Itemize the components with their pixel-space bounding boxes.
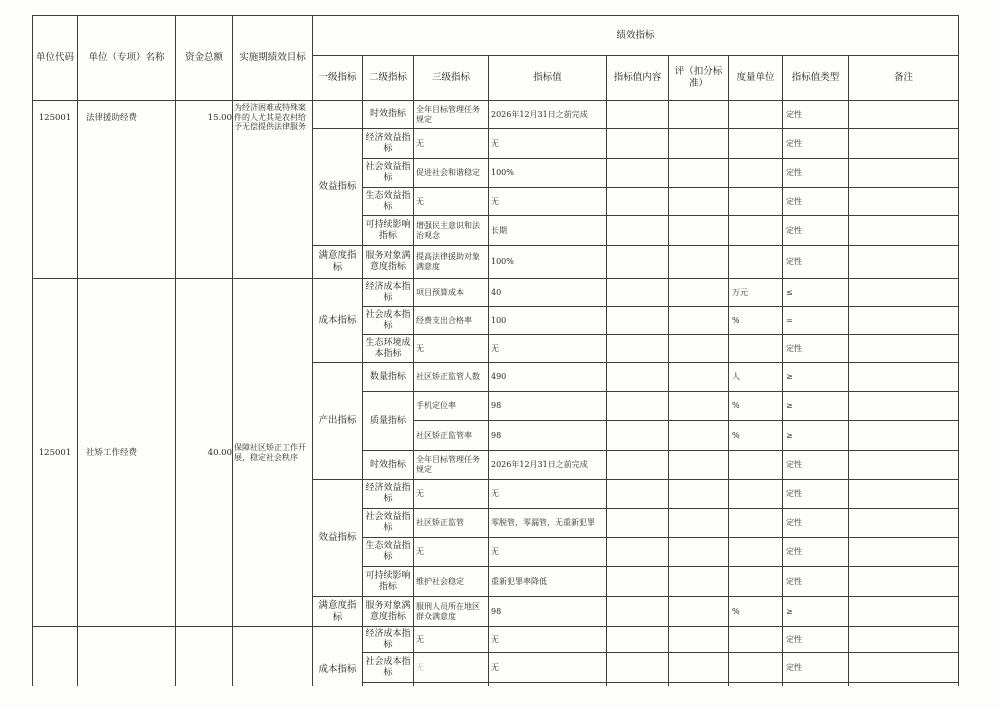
value-type-cell: 定性 bbox=[783, 216, 849, 246]
unit-code-cell: 125001 bbox=[33, 101, 78, 279]
level1-cell: 产出指标 bbox=[313, 363, 363, 480]
level3-cell: 增强民主意识和法治观念 bbox=[414, 216, 489, 246]
remarks-cell bbox=[849, 653, 959, 683]
value-content-cell bbox=[607, 246, 669, 279]
value-type-cell: ≥ bbox=[783, 363, 849, 392]
value-content-cell bbox=[607, 627, 669, 653]
header-value: 指标值 bbox=[489, 56, 607, 101]
scoring-cell bbox=[669, 246, 729, 279]
header-row bbox=[33, 16, 959, 56]
unit-name-cell: 社矫工作经费 bbox=[78, 279, 176, 627]
level2-cell: 生态效益指标 bbox=[363, 538, 414, 567]
value-content-cell bbox=[607, 335, 669, 363]
measure-unit-cell: % bbox=[729, 597, 783, 627]
value-cell: 98 bbox=[489, 421, 607, 451]
scoring-cell bbox=[669, 538, 729, 567]
value-cell: 无 bbox=[489, 538, 607, 567]
header-goal: 实施期绩效目标 bbox=[233, 16, 313, 101]
level1-cell: 效益指标 bbox=[313, 480, 363, 597]
scoring-cell bbox=[669, 101, 729, 129]
level3-cell: 无 bbox=[414, 653, 489, 683]
scoring-cell bbox=[669, 188, 729, 216]
unit-code-cell: 125001 bbox=[33, 279, 78, 627]
measure-unit-cell bbox=[729, 480, 783, 509]
goal-cell bbox=[233, 627, 313, 687]
value-cell: 无 bbox=[489, 627, 607, 653]
value-cell: 100% bbox=[489, 246, 607, 279]
total-funds-cell bbox=[176, 627, 233, 687]
value-type-cell: 定性 bbox=[783, 538, 849, 567]
scoring-cell bbox=[669, 129, 729, 159]
level2-cell: 生态环境成本指标 bbox=[363, 335, 414, 363]
level3-cell: 提高法律援助对象满意度 bbox=[414, 246, 489, 279]
scoring-cell bbox=[669, 597, 729, 627]
value-cell: 无 bbox=[489, 653, 607, 683]
remarks-cell bbox=[849, 567, 959, 597]
header-level1: 一级指标 bbox=[313, 56, 363, 101]
value-content-cell bbox=[607, 683, 669, 687]
header-total-funds: 资金总额 bbox=[176, 16, 233, 101]
level3-cell: 无 bbox=[414, 480, 489, 509]
header-value-type: 指标值类型 bbox=[783, 56, 849, 101]
remarks-cell bbox=[849, 129, 959, 159]
measure-unit-cell bbox=[729, 509, 783, 538]
scoring-cell bbox=[669, 307, 729, 335]
table-row bbox=[33, 627, 959, 653]
measure-unit-cell bbox=[729, 683, 783, 687]
level3-cell: 项目预算成本 bbox=[414, 279, 489, 307]
value-content-cell bbox=[607, 653, 669, 683]
header-unit-name: 单位（专项）名称 bbox=[78, 16, 176, 101]
value-content-cell bbox=[607, 421, 669, 451]
value-cell: 100% bbox=[489, 159, 607, 188]
level1-cell: 成本指标 bbox=[313, 279, 363, 363]
value-type-cell: 定性 bbox=[783, 451, 849, 480]
level2-cell: 时效指标 bbox=[363, 101, 414, 129]
scoring-cell bbox=[669, 363, 729, 392]
scoring-cell bbox=[669, 480, 729, 509]
value-type-cell: 定性 bbox=[783, 159, 849, 188]
value-cell: 98 bbox=[489, 597, 607, 627]
level1-cell: 满意度指标 bbox=[313, 246, 363, 279]
remarks-cell bbox=[849, 451, 959, 480]
remarks-cell bbox=[849, 627, 959, 653]
value-content-cell bbox=[607, 279, 669, 307]
header-remarks: 备注 bbox=[849, 56, 959, 101]
value-cell: 490 bbox=[489, 363, 607, 392]
measure-unit-cell: 万元 bbox=[729, 279, 783, 307]
level2-cell: 质量指标 bbox=[363, 392, 414, 451]
level2-cell: 社会成本指标 bbox=[363, 307, 414, 335]
value-type-cell: = bbox=[783, 307, 849, 335]
level3-cell: 服刑人员所在地区群众满意度 bbox=[414, 597, 489, 627]
value-type-cell: 定性 bbox=[783, 101, 849, 129]
value-cell: 40 bbox=[489, 279, 607, 307]
level2-cell: 经济效益指标 bbox=[363, 480, 414, 509]
remarks-cell bbox=[849, 421, 959, 451]
value-cell: 重新犯罪率降低 bbox=[489, 567, 607, 597]
level3-cell: 无 bbox=[414, 335, 489, 363]
value-type-cell: 定性 bbox=[783, 509, 849, 538]
remarks-cell bbox=[849, 246, 959, 279]
level3-cell: 无 bbox=[414, 627, 489, 653]
level2-cell: 生态效益指标 bbox=[363, 188, 414, 216]
value-content-cell bbox=[607, 216, 669, 246]
scoring-cell bbox=[669, 335, 729, 363]
value-content-cell bbox=[607, 538, 669, 567]
value-content-cell bbox=[607, 363, 669, 392]
remarks-cell bbox=[849, 159, 959, 188]
value-type-cell: ≥ bbox=[783, 392, 849, 421]
level2-cell: 服务对象满意度指标 bbox=[363, 246, 414, 279]
total-funds-cell: 15.00 bbox=[176, 101, 233, 279]
level3-cell: 促进社会和谐稳定 bbox=[414, 159, 489, 188]
level2-cell: 服务对象满意度指标 bbox=[363, 597, 414, 627]
remarks-cell bbox=[849, 335, 959, 363]
remarks-cell bbox=[849, 216, 959, 246]
scoring-cell bbox=[669, 509, 729, 538]
scoring-cell bbox=[669, 159, 729, 188]
level2-cell: 经济效益指标 bbox=[363, 129, 414, 159]
remarks-cell bbox=[849, 538, 959, 567]
value-type-cell: 定性 bbox=[783, 627, 849, 653]
level1-cell: 效益指标 bbox=[313, 129, 363, 246]
level3-cell: 社区矫正监管 bbox=[414, 509, 489, 538]
value-type-cell: 定性 bbox=[783, 129, 849, 159]
scoring-cell bbox=[669, 392, 729, 421]
value-type-cell: ≤ bbox=[783, 279, 849, 307]
remarks-cell bbox=[849, 101, 959, 129]
value-content-cell bbox=[607, 567, 669, 597]
unit-code-cell bbox=[33, 627, 78, 687]
goal-cell: 为经济困难或特殊案件的人尤其是农村给予无偿提供法律服务 bbox=[233, 101, 313, 279]
measure-unit-cell bbox=[729, 129, 783, 159]
header-unit-code: 单位代码 bbox=[33, 16, 78, 101]
remarks-cell bbox=[849, 392, 959, 421]
remarks-cell bbox=[849, 188, 959, 216]
measure-unit-cell bbox=[729, 567, 783, 597]
level2-cell: 社会成本指标 bbox=[363, 653, 414, 683]
value-content-cell bbox=[607, 159, 669, 188]
scoring-cell bbox=[669, 683, 729, 687]
value-content-cell bbox=[607, 597, 669, 627]
measure-unit-cell bbox=[729, 246, 783, 279]
value-cell: 无 bbox=[489, 335, 607, 363]
level3-cell bbox=[414, 683, 489, 687]
measure-unit-cell bbox=[729, 216, 783, 246]
value-cell: 零脱管，零漏管，无重新犯罪 bbox=[489, 509, 607, 538]
level3-cell: 无 bbox=[414, 538, 489, 567]
scoring-cell bbox=[669, 451, 729, 480]
performance-indicator-table bbox=[32, 15, 959, 686]
header-level2: 二级指标 bbox=[363, 56, 414, 101]
level1-cell: 满意度指标 bbox=[313, 597, 363, 627]
measure-unit-cell bbox=[729, 101, 783, 129]
level2-cell: 时效指标 bbox=[363, 451, 414, 480]
value-type-cell: 定性 bbox=[783, 335, 849, 363]
goal-cell: 保障社区矫正工作开展，稳定社会秩序 bbox=[233, 279, 313, 627]
value-cell: 2026年12月31日之前完成 bbox=[489, 451, 607, 480]
value-content-cell bbox=[607, 101, 669, 129]
value-cell: 长期 bbox=[489, 216, 607, 246]
header-performance-indicators: 绩效指标 bbox=[313, 16, 959, 56]
unit-name-cell bbox=[78, 627, 176, 687]
measure-unit-cell bbox=[729, 627, 783, 653]
value-content-cell bbox=[607, 480, 669, 509]
scoring-cell bbox=[669, 627, 729, 653]
level3-cell: 社区矫正监管人数 bbox=[414, 363, 489, 392]
value-type-cell: 定性 bbox=[783, 188, 849, 216]
value-cell: 98 bbox=[489, 392, 607, 421]
scoring-cell bbox=[669, 567, 729, 597]
remarks-cell bbox=[849, 683, 959, 687]
remarks-cell bbox=[849, 363, 959, 392]
table-row bbox=[33, 279, 959, 307]
measure-unit-cell: 人 bbox=[729, 363, 783, 392]
value-content-cell bbox=[607, 188, 669, 216]
remarks-cell bbox=[849, 597, 959, 627]
measure-unit-cell bbox=[729, 159, 783, 188]
remarks-cell bbox=[849, 279, 959, 307]
level1-cell bbox=[313, 101, 363, 129]
measure-unit-cell: % bbox=[729, 392, 783, 421]
level3-cell: 手机定位率 bbox=[414, 392, 489, 421]
measure-unit-cell bbox=[729, 335, 783, 363]
level2-cell: 经济成本指标 bbox=[363, 627, 414, 653]
value-type-cell: 定性 bbox=[783, 567, 849, 597]
scoring-cell bbox=[669, 653, 729, 683]
value-cell bbox=[489, 683, 607, 687]
level2-cell: 数量指标 bbox=[363, 363, 414, 392]
header-measure-unit: 度量单位 bbox=[729, 56, 783, 101]
value-content-cell bbox=[607, 392, 669, 421]
level2-cell: 社会效益指标 bbox=[363, 159, 414, 188]
value-type-cell: 定性 bbox=[783, 480, 849, 509]
value-cell: 无 bbox=[489, 129, 607, 159]
level3-cell: 社区矫正监管率 bbox=[414, 421, 489, 451]
value-cell: 100 bbox=[489, 307, 607, 335]
total-funds-cell: 40.00 bbox=[176, 279, 233, 627]
level2-cell: 经济成本指标 bbox=[363, 279, 414, 307]
level3-cell: 无 bbox=[414, 129, 489, 159]
level2-cell: 可持续影响指标 bbox=[363, 567, 414, 597]
value-type-cell bbox=[783, 683, 849, 687]
scoring-cell bbox=[669, 421, 729, 451]
value-cell: 无 bbox=[489, 480, 607, 509]
measure-unit-cell bbox=[729, 538, 783, 567]
level2-cell: 社会效益指标 bbox=[363, 509, 414, 538]
scoring-cell bbox=[669, 216, 729, 246]
value-content-cell bbox=[607, 451, 669, 480]
header-scoring: 评（扣分标准） bbox=[669, 56, 729, 101]
scoring-cell bbox=[669, 279, 729, 307]
measure-unit-cell bbox=[729, 188, 783, 216]
level2-cell: 可持续影响指标 bbox=[363, 216, 414, 246]
level3-cell: 全年目标管理任务规定 bbox=[414, 101, 489, 129]
level3-cell: 经费支出合格率 bbox=[414, 307, 489, 335]
value-content-cell bbox=[607, 509, 669, 538]
remarks-cell bbox=[849, 307, 959, 335]
level3-cell: 全年目标管理任务规定 bbox=[414, 451, 489, 480]
measure-unit-cell: % bbox=[729, 307, 783, 335]
table-row bbox=[33, 101, 959, 129]
value-type-cell: 定性 bbox=[783, 653, 849, 683]
level1-cell: 成本指标 bbox=[313, 627, 363, 687]
measure-unit-cell bbox=[729, 653, 783, 683]
value-content-cell bbox=[607, 307, 669, 335]
unit-name-cell: 法律援助经费 bbox=[78, 101, 176, 279]
measure-unit-cell: % bbox=[729, 421, 783, 451]
header-level3: 三级指标 bbox=[414, 56, 489, 101]
header-value-content: 指标值内容 bbox=[607, 56, 669, 101]
level2-cell bbox=[363, 683, 414, 687]
value-cell: 无 bbox=[489, 188, 607, 216]
value-type-cell: ≥ bbox=[783, 421, 849, 451]
value-cell: 2026年12月31日之前完成 bbox=[489, 101, 607, 129]
value-type-cell: ≥ bbox=[783, 597, 849, 627]
level3-cell: 无 bbox=[414, 188, 489, 216]
remarks-cell bbox=[849, 509, 959, 538]
remarks-cell bbox=[849, 480, 959, 509]
level3-cell: 维护社会稳定 bbox=[414, 567, 489, 597]
value-content-cell bbox=[607, 129, 669, 159]
measure-unit-cell bbox=[729, 451, 783, 480]
value-type-cell: 定性 bbox=[783, 246, 849, 279]
